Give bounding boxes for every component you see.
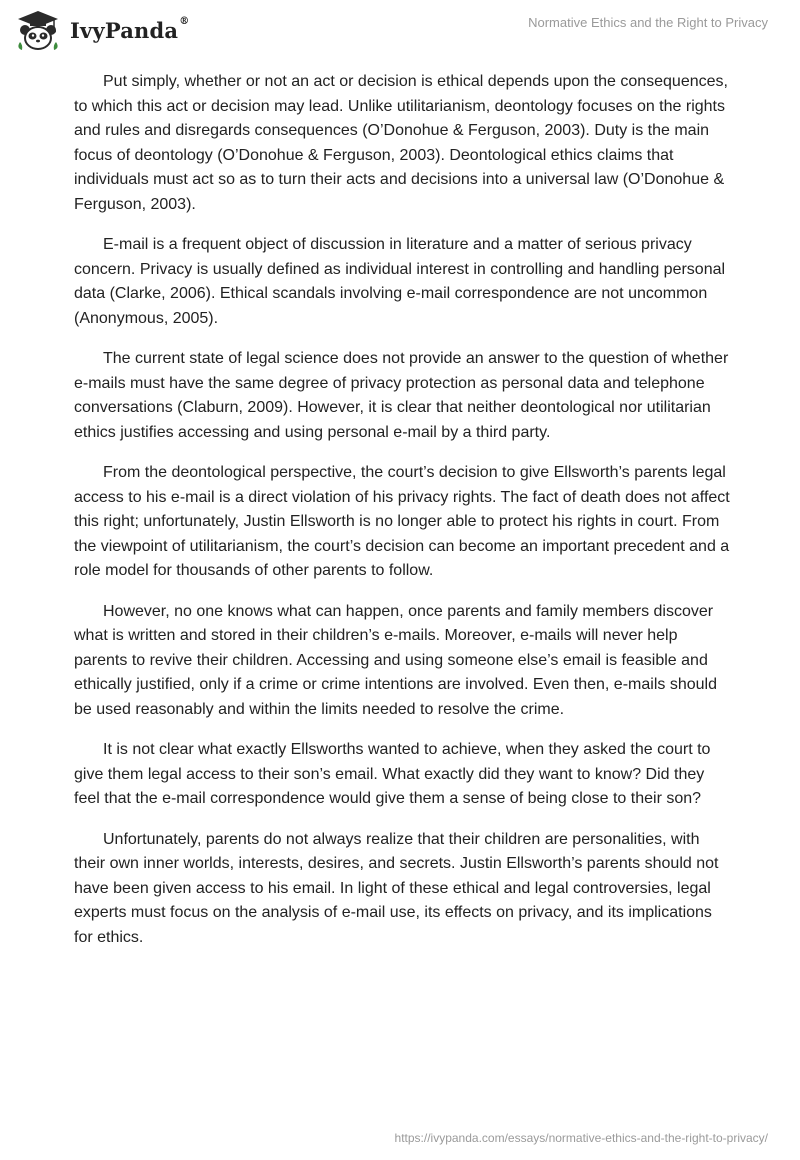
paragraph: It is not clear what exactly Ellsworths wanted to achieve, when they asked the court to give them legal access to their son’s email. What exactly did they want to know? Did they feel that the e-mail correspondence would give them a sense of being close to their son? bbox=[74, 741, 711, 807]
document-title: Normative Ethics and the Right to Privacy bbox=[528, 15, 768, 30]
paragraph: From the deontological perspective, the court’s decision to give Ellsworth’s parents legal access to his e-mail is a direct violation of his privacy rights. The fact of death does not affect this right; unfortunately, Justin Ellsworth is no longer able to protect his rights in court. From the viewpoint of utilitarianism, the court’s decision can become an important precedent and a role model for thousands of other parents to follow. bbox=[74, 464, 730, 579]
paragraph: Put simply, whether or not an act or decision is ethical depends upon the consequences, to which this act or decision may lead. Unlike utilitarianism, deontology focuses on the rights and rules and disregards consequences (O’Donohue & Ferguson, 2003). Duty is the main focus of deontology (O’Donohue & Ferguson, 2003). Deontological ethics claims that individuals must act so as to turn their acts and decisions into a universal law (O’Donohue & Ferguson, 2003). bbox=[74, 73, 728, 213]
panda-graduation-cap-icon bbox=[14, 8, 62, 52]
source-url[interactable]: https://ivypanda.com/essays/normative-ethics-and-the-right-to-privacy/ bbox=[394, 1131, 768, 1145]
paragraph: However, no one knows what can happen, once parents and family members discover what is written and stored in their children’s e-mails. Moreover, e-mails will never help parents to revive their children. Accessing and using someone else’s email is feasible and ethically justified, only if a crime or crime intentions are involved. Even then, e-mails should be used reasonably and within the limits needed to resolve the crime. bbox=[74, 602, 717, 718]
paragraph: Unfortunately, parents do not always realize that their children are personalities, with their own inner worlds, interests, desires, and secrets. Justin Ellsworth’s parents should not have been given access to his email. In light of these ethical and legal controversies, legal experts must focus on the analysis of e-mail use, its effects on privacy, and its implications for ethics. bbox=[74, 830, 719, 946]
brand-name: IvyPanda® bbox=[70, 15, 190, 43]
essay-body bbox=[74, 70, 734, 966]
paragraph: E-mail is a frequent object of discussion in literature and a matter of serious privacy concern. Privacy is usually defined as individual interest in controlling and handling personal data (Clarke, 2006). Ethical scandals involving e-mail correspondence are not uncommon (Anonymous, 2005). bbox=[74, 236, 726, 327]
ivypanda-logo[interactable] bbox=[14, 8, 189, 52]
page-header bbox=[0, 0, 800, 70]
paragraph: The current state of legal science does not provide an answer to the question of whether e-mails must have the same degree of privacy protection as personal data and telephone conversations (Claburn, 2009). However, it is clear that neither deontological nor utilitarian ethics justifies accessing and using personal e-mail by a third party. bbox=[74, 350, 729, 441]
